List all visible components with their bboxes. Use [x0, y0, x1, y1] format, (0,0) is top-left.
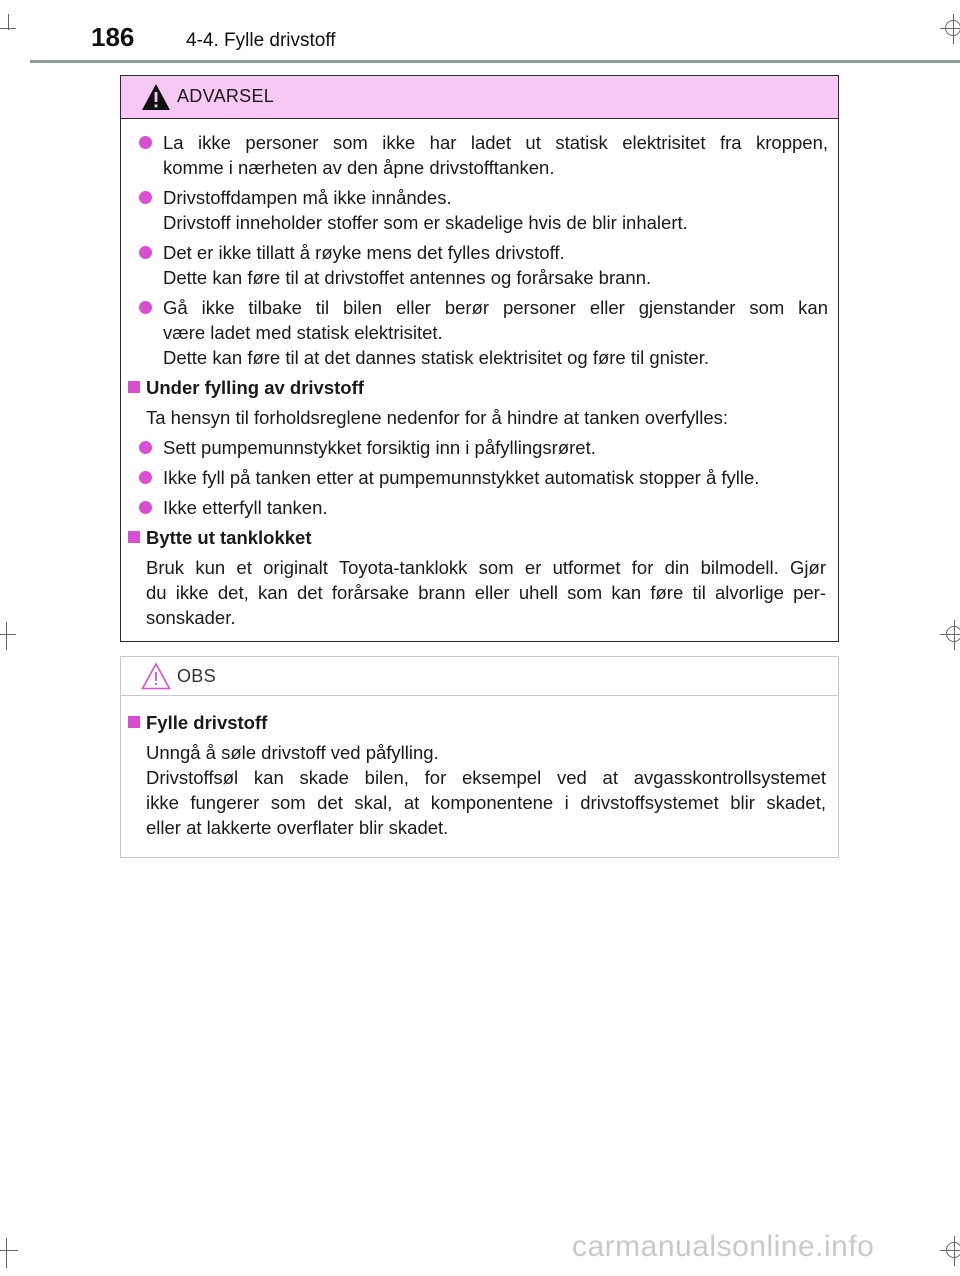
list-item [121, 495, 838, 520]
text-line: Ikke etterfyll tanken. [163, 497, 328, 518]
bullet-dot [139, 501, 152, 514]
text-line: Drivstoffdampen må ikke innåndes. [163, 187, 452, 208]
text-line: La ikke personer som ikke har ladet ut statisk elektrisitet fra kroppen, [163, 132, 828, 153]
bullet-dot [139, 136, 152, 149]
list-item [121, 240, 838, 290]
text-line: Drivstoff inneholder stoffer som er skadelige hvis de blir inhalert. [163, 212, 688, 233]
paragraph [121, 405, 838, 430]
section-heading [121, 710, 838, 735]
paragraph [121, 555, 838, 630]
list-item [121, 435, 838, 460]
warning-title: ADVARSEL [177, 86, 275, 106]
warning-content [121, 130, 838, 635]
text-line: komme i nærheten av den åpne drivstofftanken. [163, 157, 555, 178]
notice-box [120, 656, 839, 858]
text-line: Bruk kun et originalt Toyota-tanklokk som er utformet for din bilmodell. Gjør [146, 557, 826, 578]
bullet-dot [139, 441, 152, 454]
header-rule [30, 60, 960, 63]
text-line: Ikke fyll på tanken etter at pumpemunnstykket automatisk stopper å fylle. [163, 467, 760, 488]
watermark: carmanualsonline.info [572, 1230, 875, 1263]
text-line: eller at lakkerte overflater blir skadet. [146, 817, 449, 838]
text-line: ikke fungerer som det skal, at komponentene i drivstoffsystemet blir skadet, [146, 792, 826, 813]
text-line: Sett pumpemunnstykket forsiktig inn i påfyllingsrøret. [163, 437, 596, 458]
text-line: Ta hensyn til forholdsreglene nedenfor for å hindre at tanken overfylles: [146, 407, 729, 428]
text-line: Det er ikke tillatt å røyke mens det fylles drivstoff. [163, 242, 565, 263]
list-item [121, 130, 838, 180]
paragraph [121, 740, 838, 840]
text-line: Dette kan føre til at det dannes statisk elektrisitet og føre til gnister. [163, 347, 709, 368]
text-line: du ikke det, kan det forårsake brann eller uhell som kan føre til alvorlige per- [146, 582, 826, 603]
text-line: være ladet med statisk elektrisitet. [163, 322, 443, 343]
warning-triangle-outline-icon [141, 662, 171, 690]
section-heading [121, 525, 838, 550]
text-line: Dette kan føre til at drivstoffet antennes og forårsake brann. [163, 267, 652, 288]
text-line: Drivstoffsøl kan skade bilen, for eksempel ved at avgasskontrollsystemet [146, 767, 826, 788]
section-title: 4-4. Fylle drivstoff [186, 30, 336, 51]
section-heading [121, 375, 838, 400]
bullet-dot [139, 471, 152, 484]
page-number: 186 [91, 22, 135, 52]
text-line: Unngå å søle drivstoff ved påfylling. [146, 742, 439, 763]
notice-header [121, 657, 838, 696]
list-item [121, 295, 838, 370]
text-line: Gå ikke tilbake til bilen eller berør personer eller gjenstander som kan [163, 297, 828, 318]
list-item [121, 465, 838, 490]
page-header [0, 0, 960, 64]
section-title-text: Bytte ut tanklokket [146, 527, 312, 548]
section-square-marker [128, 716, 140, 728]
bullet-dot [139, 246, 152, 259]
section-title-text: Fylle drivstoff [146, 712, 268, 733]
bullet-dot [139, 191, 152, 204]
warning-box [120, 75, 839, 642]
section-square-marker [128, 531, 140, 543]
section-square-marker [128, 381, 140, 393]
bullet-dot [139, 301, 152, 314]
section-title-text: Under fylling av drivstoff [146, 377, 364, 398]
text-line: sonskader. [146, 607, 236, 628]
warning-header [121, 76, 838, 119]
notice-content [121, 709, 838, 845]
notice-title: OBS [177, 666, 216, 686]
list-item [121, 185, 838, 235]
warning-triangle-filled-icon [141, 83, 171, 111]
